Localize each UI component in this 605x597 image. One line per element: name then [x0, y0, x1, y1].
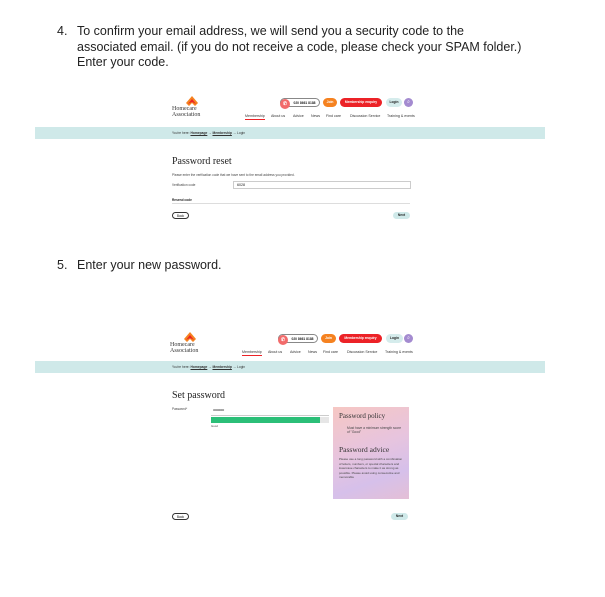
breadcrumb-home-link[interactable]: Homepage [190, 365, 208, 369]
search-icon[interactable]: ⌕ [404, 98, 413, 107]
password-advice-title: Password advice [339, 445, 390, 454]
search-icon[interactable]: ⌕ [404, 334, 413, 343]
password-policy-title: Password policy [339, 412, 386, 420]
nav-find-care[interactable]: Find care [326, 114, 341, 118]
site-logo[interactable] [172, 96, 212, 122]
nav-membership[interactable]: Membership [242, 350, 262, 354]
password-strength-label: Good [211, 424, 218, 428]
password-input[interactable]: •••••••••••• [213, 407, 224, 412]
password-label: Password* [172, 407, 188, 411]
password-underline [211, 415, 329, 416]
breadcrumb-bar [35, 361, 545, 373]
set-password-screenshot [35, 328, 545, 528]
password-policy-text: Must have a minimum strength score of "Good" [347, 426, 402, 435]
membership-enquiry-button[interactable]: Membership enquiry [339, 334, 382, 343]
step-text: Enter your new password. [77, 258, 222, 272]
membership-enquiry-button[interactable]: Membership enquiry [340, 98, 382, 107]
step-5-instruction [57, 258, 357, 276]
page-title: Set password [172, 390, 226, 401]
step-number: 5. [57, 258, 68, 272]
nav-news[interactable]: News [311, 114, 320, 118]
page-title: Password reset [172, 156, 232, 167]
instructions-text: Please enter the verification code that we have sent to the email address you provided. [172, 173, 295, 177]
nav-discussion-service[interactable]: Discussion Service [350, 114, 381, 118]
breadcrumb: You're here: Homepage → Membership → Login [172, 131, 246, 135]
nav-find-care[interactable]: Find care [323, 350, 338, 354]
site-logo[interactable] [170, 332, 210, 358]
nav-training-events[interactable]: Training & events [387, 114, 415, 118]
next-button[interactable]: Next [393, 212, 410, 219]
site-header [35, 328, 545, 362]
verification-code-label: Verification code [172, 183, 196, 187]
heart-logo-icon [185, 96, 199, 106]
nav-discussion-service[interactable]: Discussion Service [347, 350, 378, 354]
phone-button[interactable]: ✆ 020 8661 8188 [278, 334, 318, 343]
phone-button[interactable]: ✆ 020 8661 8188 [280, 98, 320, 107]
nav-about-us[interactable]: About us [271, 114, 286, 118]
join-button[interactable]: Join [321, 334, 336, 343]
nav-advice[interactable]: Advice [293, 114, 304, 118]
password-policy-panel [333, 407, 409, 499]
step-4-instruction [57, 24, 527, 72]
header-actions [280, 98, 412, 107]
site-header [35, 92, 545, 126]
divider [172, 203, 410, 204]
join-button[interactable]: Join [323, 98, 337, 107]
main-nav [242, 349, 417, 357]
nav-about-us[interactable]: About us [268, 350, 283, 354]
logo-text: Homecare Association [170, 342, 199, 354]
back-button[interactable]: Back [172, 513, 189, 520]
main-nav [245, 113, 417, 121]
password-strength-meter [211, 417, 329, 423]
login-button[interactable]: Login [386, 98, 402, 107]
step-text: To confirm your email address, we will send you a security code to the associated email. (if you do not receive a code, please check your SPAM folder.) Enter your code. [77, 24, 522, 69]
breadcrumb-home-link[interactable]: Homepage [190, 131, 208, 135]
phone-icon: ✆ [280, 99, 290, 109]
next-button[interactable]: Next [391, 513, 408, 520]
header-actions [278, 334, 412, 343]
login-button[interactable]: Login [386, 334, 403, 343]
password-reset-screenshot [35, 92, 545, 230]
breadcrumb: You're here: Homepage → Membership → Login [172, 365, 246, 369]
step-number: 4. [57, 24, 68, 38]
nav-advice[interactable]: Advice [290, 350, 301, 354]
breadcrumb-membership-link[interactable]: Membership [212, 131, 232, 135]
nav-membership[interactable]: Membership [245, 114, 265, 118]
logo-text: Homecare Association [172, 106, 201, 118]
phone-icon: ✆ [278, 335, 288, 345]
breadcrumb-membership-link[interactable]: Membership [212, 365, 232, 369]
heart-logo-icon [183, 332, 197, 342]
password-advice-text: Please use a long password with a combination of letters, numbers, or special characters and lowercase characters to make it as strong as possible. Please avoid using consecutive and memorable [339, 457, 403, 480]
breadcrumb-bar [35, 127, 545, 139]
nav-news[interactable]: News [308, 350, 317, 354]
password-strength-fill [211, 417, 320, 423]
back-button[interactable]: Back [172, 212, 189, 219]
verification-code-input[interactable]: 6028 [233, 181, 411, 189]
resend-code-link[interactable]: Resend code [172, 198, 192, 202]
nav-training-events[interactable]: Training & events [385, 350, 413, 354]
